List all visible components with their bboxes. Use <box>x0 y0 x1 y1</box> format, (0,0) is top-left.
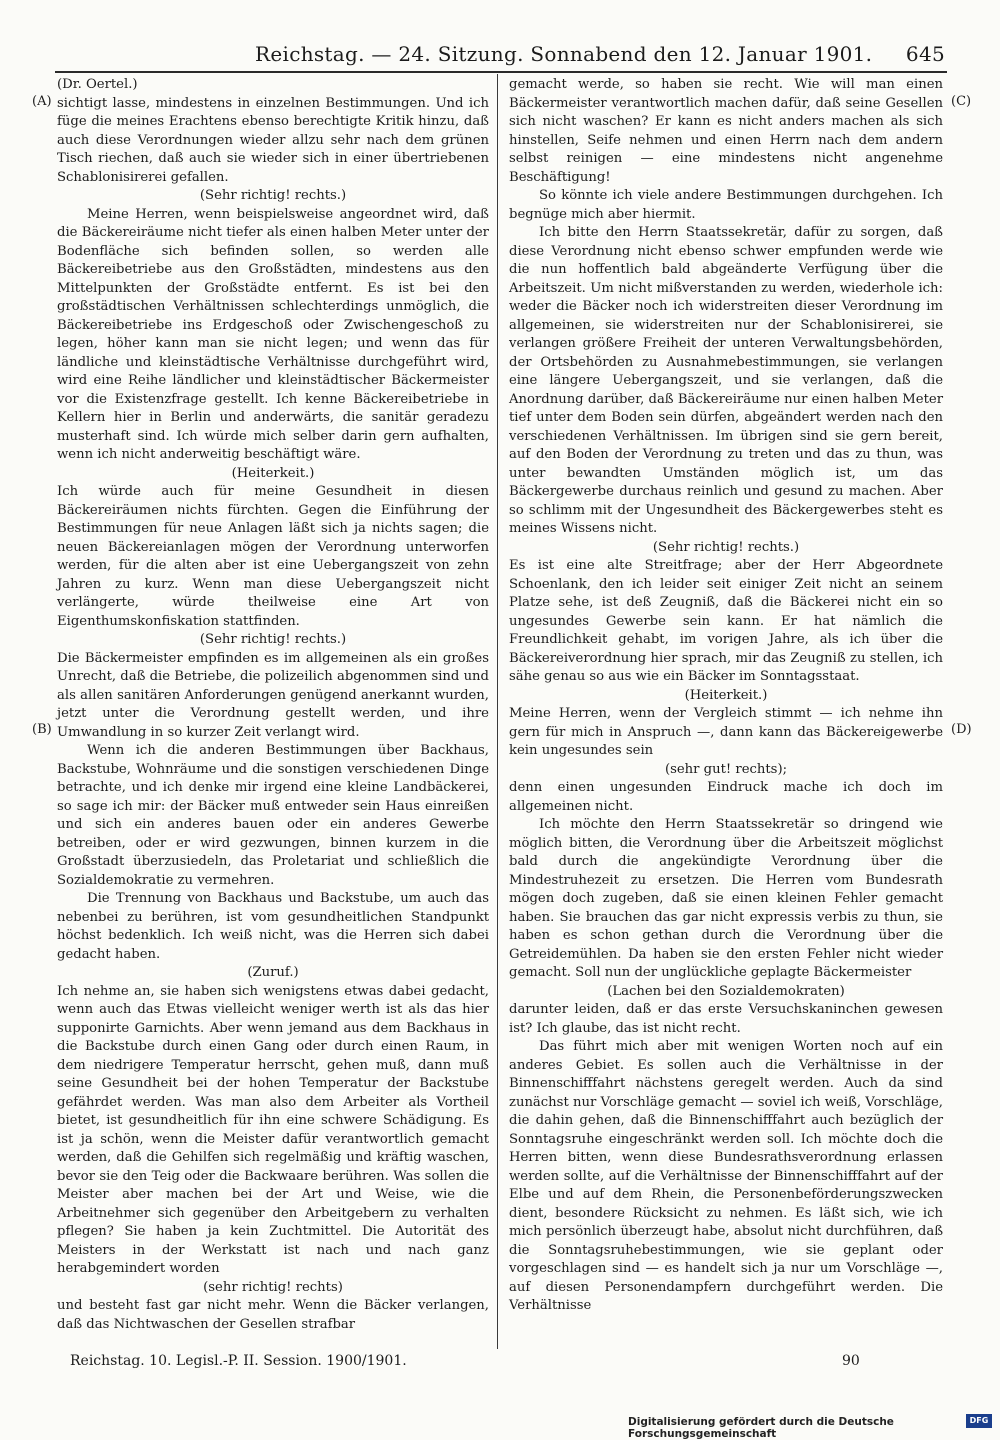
paragraph: denn einen ungesunden Eindruck mache ich doch im allgemeinen nicht. <box>509 780 943 814</box>
paragraph: Meine Herren, wenn beispielsweise angeordnet wird, daß die Bäckereiräume nicht tiefer als einen halben Meter unter der Bodenfläche sich befinden sollen, so werden alle Bäckereibetriebe aus den Großstädten, mindestens aus den Mittelpunkten der Großstädte entfernt. Es ist bei den großstädtischen Verhältnissen schlechterdings unmöglich, die Bäckereibetriebe ins Erdgeschoß oder Zwischengeschoß zu legen, höher kann man sie nicht legen; und wenn das für ländliche und kleinstädtische Verhältnisse durchgeführt wird, wird eine Reihe ländlicher und kleinstädtischer Bäckermeister vor die Existenzfrage gestellt. Ich kenne Bäckereibetriebe in Kellern hier in Berlin und anderwärts, die sanitär geradezu musterhaft sind. Ich würde mich selber darin gern aufhalten, wenn ich nicht anderweitig beschäftigt wäre. <box>57 206 489 462</box>
right-column <box>509 76 943 1316</box>
paragraph: und besteht fast gar nicht mehr. Wenn die Bäcker verlangen, daß das Nichtwaschen der Gesellen strafbar <box>57 1298 489 1332</box>
footer-sheet-number: 90 <box>842 1353 860 1369</box>
interjection: (Heiterkeit.) <box>231 465 315 481</box>
dfg-logo: DFG <box>966 1414 992 1428</box>
paragraph: sichtigt lasse, mindestens in einzelnen Bestimmungen. Und ich füge die meines Erachtens ebenso berechtigte Kritik hinzu, daß auch diese Verordnungen wieder allzu sehr nach dem grünen Tisch riechen, daß auch sie wieder sich in einer übertriebenen Schablonisirerei gefallen. <box>57 95 489 185</box>
interjection: (sehr richtig! rechts) <box>203 1279 343 1295</box>
speaker-label: (Dr. Oertel.) <box>57 77 138 92</box>
paragraph: gemacht werde, so haben sie recht. Wie will man einen Bäckermeister verantwortlich machen dafür, daß seine Gesellen sich nicht waschen? Er kann es nicht anders machen als sich hinstellen, Seife nehmen und einen Herrn nach dem andern selbst reinigen — eine mindestens nicht angenehme Beschäftigung! <box>509 77 943 185</box>
page-number: 645 <box>905 42 945 66</box>
header-title: Reichstag. — 24. Sitzung. Sonnabend den 12. Januar 1901. <box>255 42 873 66</box>
paragraph: Ich nehme an, sie haben sich wenigstens etwas dabei gedacht, wenn auch das Etwas vielleicht weniger werth ist als das hier supponirte Garnichts. Aber wenn jemand aus dem Backhaus in die Backstube durch einen Gang oder durch einen Raum, in dem niedrigere Temperatur herrscht, gehen muß, dann muß seine Gesundheit bei der hohen Temperatur der Backstube gefährdet werden. Was man also dem Arbeiter als Vortheil bietet, ist gesundheitlich für ihn eine schwere Schädigung. Es ist ja schön, wenn die Meister dafür verantwortlich gemacht werden, daß die Gehilfen sich regelmäßig und kräftig waschen, bevor sie den Teig oder die Backwaare berühren. Was sollen die Meister aber machen bei der Art und Weise, wie die Arbeitnehmer sich gegenüber den Arbeitgebern zu verhalten pflegen? Sie haben ja kein Zuchtmittel. Die Autorität des Meisters in der Werkstatt ist nach und nach ganz herabgemindert worden <box>57 983 489 1276</box>
funding-credit: Digitalisierung gefördert durch die Deutsche Forschungsgemeinschaft <box>628 1416 894 1440</box>
paragraph: Ich würde auch für meine Gesundheit in diesen Bäckereiräumen nichts fürchten. Gegen die Einführung der Bestimmungen für neue Anlagen läßt sich ja nichts sagen; die neuen Bäckereianlagen mögen der Verordnung unterworfen werden, für die alten aber ist eine Uebergangszeit von zehn Jahren zu kurz. Wenn man diese Uebergangszeit nicht verlängerte, würde theilweise eine Art von Eigenthumskonfiskation stattfinden. <box>57 484 489 629</box>
column-divider <box>497 74 498 1349</box>
margin-label-a: (A) <box>32 94 52 109</box>
interjection: (Sehr richtig! rechts.) <box>199 632 347 647</box>
paragraph: Das führt mich aber mit wenigen Worten noch auf ein anderes Gebiet. Es sollen auch die Verhältnisse in der Binnenschifffahrt nächstens geregelt werden. Auch da sind zunächst nur Vorschläge gemacht — soviel ich weiß, Vorschläge, die dahin gehen, daß die Binnenschifffahrt auch bezüglich der Sonntagsruhe eingeschränkt werden soll. Ich möchte doch die Herren bitten, wenn diese Bundesrathsverordnung erlassen werden sollte, auf die Verhältnisse der Binnenschifffahrt auf der Elbe und auf dem Rhein, die Personenbeförderungszwecken dient, besondere Rücksicht zu nehmen. Es läßt sich, wie ich mich persönlich überzeugt habe, absolut nicht durchführen, daß die Sonntagsruhebestimmungen, wie sie geplant oder vorgeschlagen sind — es handelt sich ja nur um Vorschläge —, auf diesen Personendampfern durchgeführt werden. Die Verhältnisse <box>509 1039 943 1313</box>
interjection: (Heiterkeit.) <box>684 687 768 703</box>
interjection: (Sehr richtig! rechts.) <box>199 188 347 203</box>
paragraph: darunter leiden, daß er das erste Versuchskaninchen gewesen ist? Ich glaube, das ist nicht recht. <box>509 1002 943 1036</box>
paragraph: Wenn ich die anderen Bestimmungen über Backhaus, Backstube, Wohnräume und die sonstigen verschiedenen Dinge betrachte, und ich denke mir irgend eine kleine Landbäckerei, so sage ich mir: der Bäcker muß entweder sein Haus einreißen und sich ein anderes bauen oder ein anderes Gewerbe betreiben, oder er wird gezwungen, binnen kurzem in die Großstadt überzusiedeln, das Proletariat und schließlich die Sozialdemokratie zu vermehren. <box>57 743 489 888</box>
margin-label-d: (D) <box>951 722 972 737</box>
interjection: (Sehr richtig! rechts.) <box>652 539 800 555</box>
interjection: (Zuruf.) <box>247 965 299 980</box>
interjection: (sehr gut! rechts); <box>664 761 788 777</box>
paragraph: Die Bäckermeister empfinden es im allgemeinen als ein großes Unrecht, daß die Betriebe, die polizeilich abgenommen sind und als allen sanitären Anforderungen genügend anerkannt wurden, jetzt unter die Verordnung gestellt werden, und ihre Umwandlung in so kurzer Zeit verlangt wird. <box>57 650 489 740</box>
paragraph: Die Trennung von Backhaus und Backstube, um auch das nebenbei zu berühren, ist vom gesundheitlichen Standpunkt höchst bedenklich. Ich weiß nicht, was die Herren sich dabei gedacht haben. <box>57 891 489 962</box>
footer-session-info: Reichstag. 10. Legisl.-P. II. Session. 1900/1901. <box>70 1353 407 1369</box>
paragraph: Meine Herren, wenn der Vergleich stimmt — ich nehme ihn gern für mich in Anspruch —, dann kann das Bäckereigewerbe kein ungesundes sein <box>509 706 943 758</box>
page-header <box>55 40 945 70</box>
paragraph: Ich bitte den Herrn Staatssekretär, dafür zu sorgen, daß diese Verordnung nicht ebenso schwer empfunden werde wie die nun hoffentlich bald abgeänderte Verfügung über die Arbeitszeit. Um nicht mißverstanden zu werden, wiederhole ich: weder die Bäcker noch ich widerstreiten dieser Verordnung im allgemeinen, sie widerstreiten nur der Schablonisirerei, sie verlangen größere Freiheit der unteren Verwaltungsbehörden, der Ortsbehörden zu Ausnahmebestimmungen, sie verlangen eine längere Uebergangszeit, und sie verlangen, daß die Anordnung darüber, daß Bäckereiräume nur einen halben Meter tief unter dem Boden sein dürfen, abgeändert werden nach den verschiedenen Verhältnissen. Im übrigen sind sie gern bereit, auf den Boden der Verordnung zu treten und das zu thun, was unter bewandten Umständen möglich ist, um das Bäckergewerbe durchaus reinlich und gesund zu machen. Aber so schlimm mit der Ungesundheit des Bäckergewerbes steht es meines Wissens nicht. <box>509 225 943 536</box>
margin-label-c: (C) <box>951 94 972 109</box>
left-column <box>57 76 489 1334</box>
paragraph: Es ist eine alte Streitfrage; aber der Herr Abgeordnete Schoenlank, den ich leider seit einiger Zeit nicht an seinem Platze sehe, ist deß Zeugniß, daß die Bäckerei nicht ein so ungesundes Gewerbe sein kann. Er hat nämlich die Freundlichkeit gehabt, im vorigen Jahre, als ich über die Bäckereiverordnung hier sprach, mir das Zeugniß zu stellen, ich sähe genau so aus wie ein Bäcker im Sonntagsstaat. <box>509 558 943 684</box>
header-rule <box>55 71 947 73</box>
margin-label-b: (B) <box>32 722 52 737</box>
paragraph: So könnte ich viele andere Bestimmungen durchgehen. Ich begnüge mich aber hiermit. <box>509 188 943 222</box>
paragraph: Ich möchte den Herrn Staatssekretär so dringend wie möglich bitten, die Verordnung über die Arbeitszeit möglichst bald durch die angekündigte Verordnung über die Mindestruhezeit zu ersetzen. Die Herren vom Bundesrath mögen doch zugeben, daß sie einen kleinen Fehler gemacht haben. Sie brauchen das gar nicht expressis verbis zu thun, sie haben es schon gethan durch die Verordnung über die Getreidemühlen. Da haben sie den ersten Fehler nicht wieder gemacht. Soll nun der unglückliche geplagte Bäckermeister <box>509 817 943 980</box>
interjection: (Lachen bei den Sozialdemokraten) <box>607 983 845 999</box>
